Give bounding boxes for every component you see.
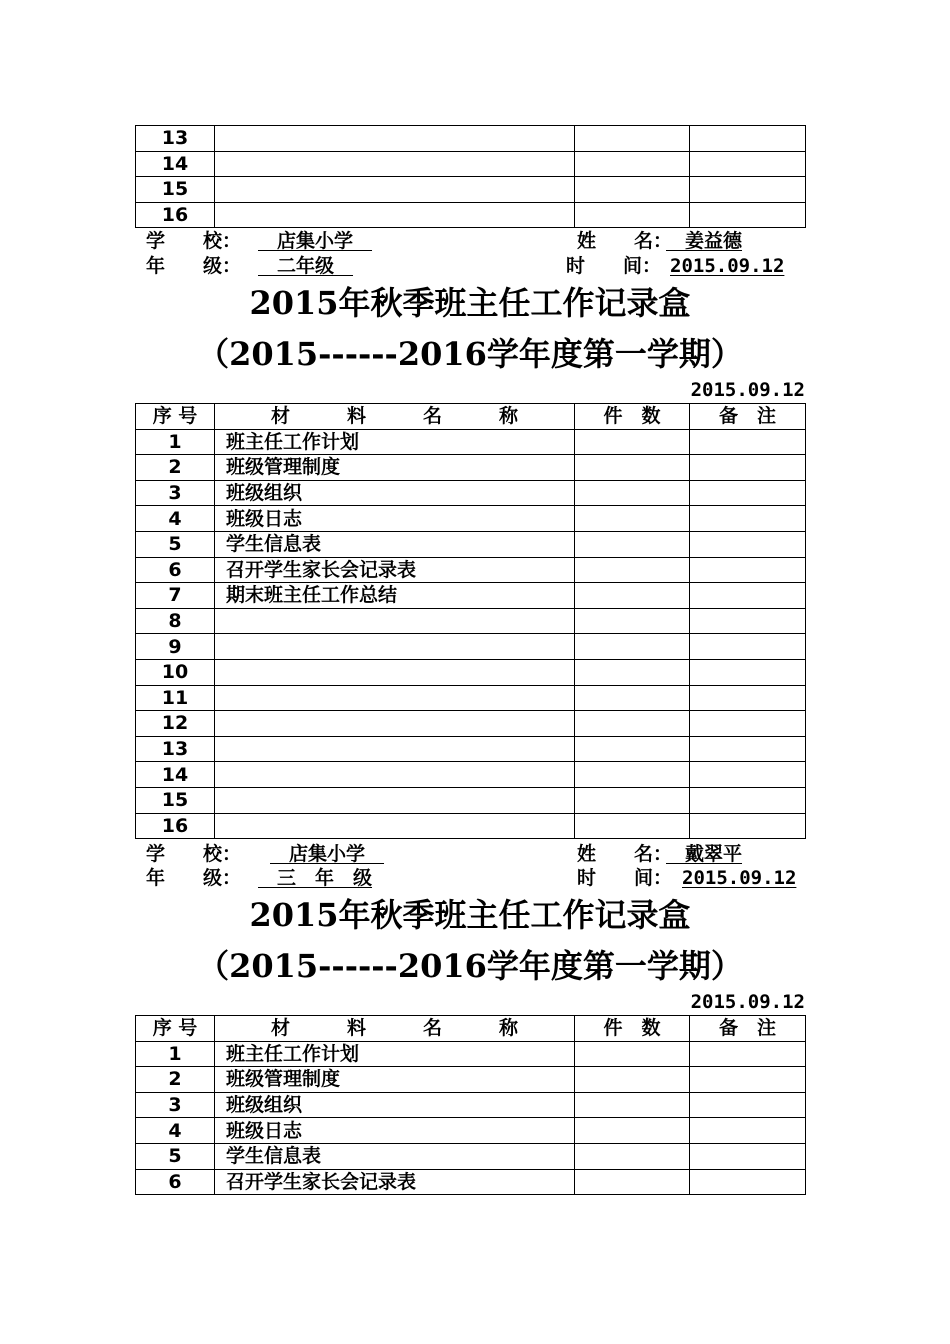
count-cell — [575, 202, 690, 228]
table-row — [136, 711, 806, 737]
row-number: 13 — [136, 736, 215, 762]
count-cell — [575, 480, 690, 506]
row-number: 16 — [136, 202, 215, 228]
material-name-cell: 班级组织 — [215, 480, 575, 506]
material-name-cell: 召开学生家长会记录表 — [215, 557, 575, 583]
table-row — [136, 126, 806, 152]
form2-materials-table — [135, 1015, 806, 1195]
form1-time-value: 2015.09.12 — [670, 255, 785, 277]
note-cell — [690, 455, 806, 481]
note-cell — [690, 1169, 806, 1195]
form1-grade-label: 年 级： — [146, 255, 242, 277]
form2-info-line-1 — [146, 842, 806, 866]
count-cell — [575, 126, 690, 152]
count-cell — [575, 608, 690, 634]
header-serial: 序 号 — [136, 1016, 215, 1042]
row-number: 3 — [136, 480, 215, 506]
material-name-cell — [215, 762, 575, 788]
count-cell — [575, 1118, 690, 1144]
form2-school-value: 店集小学 — [270, 843, 385, 865]
table-row — [136, 1092, 806, 1118]
row-number: 7 — [136, 583, 215, 609]
note-cell — [690, 531, 806, 557]
count-cell — [575, 736, 690, 762]
table-row — [136, 659, 806, 685]
material-name-cell: 班主任工作计划 — [215, 429, 575, 455]
note-cell — [690, 506, 806, 532]
material-name-cell — [215, 659, 575, 685]
material-name-cell: 班主任工作计划 — [215, 1041, 575, 1067]
row-number: 6 — [136, 1169, 215, 1195]
row-number: 2 — [136, 1067, 215, 1093]
material-name-cell: 班级日志 — [215, 1118, 575, 1144]
count-cell — [575, 1143, 690, 1169]
form2-title: 2015年秋季班主任工作记录盒 — [249, 896, 691, 934]
count-cell — [575, 151, 690, 177]
table-header-row — [136, 404, 806, 430]
table-row — [136, 480, 806, 506]
form1-info-line-1 — [146, 229, 806, 253]
count-cell — [575, 557, 690, 583]
form2-name-value: 戴翠平 — [666, 843, 743, 865]
count-cell — [575, 531, 690, 557]
header-note: 备 注 — [690, 1016, 806, 1042]
form2-name-label: 姓 名： — [577, 843, 673, 865]
count-cell — [575, 634, 690, 660]
count-cell — [575, 506, 690, 532]
form2-date: 2015.09.12 — [690, 991, 805, 1013]
note-cell — [690, 1041, 806, 1067]
count-cell — [575, 762, 690, 788]
form1-name-value: 姜益德 — [666, 230, 743, 252]
count-cell — [575, 1067, 690, 1093]
header-material-name: 材 料 名 称 — [215, 1016, 575, 1042]
table-row — [136, 151, 806, 177]
table-row — [136, 1041, 806, 1067]
table-row — [136, 813, 806, 839]
note-cell — [690, 480, 806, 506]
count-cell — [575, 177, 690, 203]
row-number: 14 — [136, 151, 215, 177]
material-name-cell: 班级管理制度 — [215, 1067, 575, 1093]
form1-time-label: 时 间： — [566, 255, 662, 277]
form1-date: 2015.09.12 — [690, 379, 805, 401]
header-count: 件 数 — [575, 1016, 690, 1042]
note-cell — [690, 126, 806, 152]
row-number: 6 — [136, 557, 215, 583]
row-number: 3 — [136, 1092, 215, 1118]
form2-grade-label: 年 级： — [146, 867, 242, 889]
material-name-cell — [215, 787, 575, 813]
row-number: 1 — [136, 1041, 215, 1067]
count-cell — [575, 1092, 690, 1118]
note-cell — [690, 787, 806, 813]
form2-info-line-2 — [146, 866, 806, 890]
note-cell — [690, 1118, 806, 1144]
row-number: 15 — [136, 787, 215, 813]
table-row — [136, 1169, 806, 1195]
table-row — [136, 762, 806, 788]
table-row — [136, 506, 806, 532]
count-cell — [575, 659, 690, 685]
header-note: 备 注 — [690, 404, 806, 430]
table-row — [136, 202, 806, 228]
table-row — [136, 557, 806, 583]
table-row — [136, 634, 806, 660]
material-name-cell — [215, 736, 575, 762]
form2-school-label: 学 校： — [146, 843, 242, 865]
material-name-cell — [215, 608, 575, 634]
note-cell — [690, 659, 806, 685]
header-material-name: 材 料 名 称 — [215, 404, 575, 430]
count-cell — [575, 455, 690, 481]
note-cell — [690, 557, 806, 583]
table-row — [136, 1118, 806, 1144]
count-cell — [575, 787, 690, 813]
note-cell — [690, 1067, 806, 1093]
material-name-cell: 班级组织 — [215, 1092, 575, 1118]
note-cell — [690, 608, 806, 634]
material-name-cell — [215, 177, 575, 203]
count-cell — [575, 1041, 690, 1067]
form1-grade-value: 二年级 — [258, 255, 354, 277]
table-row — [136, 177, 806, 203]
note-cell — [690, 685, 806, 711]
note-cell — [690, 1092, 806, 1118]
table-row — [136, 608, 806, 634]
row-number: 8 — [136, 608, 215, 634]
note-cell — [690, 177, 806, 203]
material-name-cell — [215, 126, 575, 152]
note-cell — [690, 151, 806, 177]
form1-materials-table — [135, 403, 806, 839]
row-number: 4 — [136, 506, 215, 532]
note-cell — [690, 762, 806, 788]
table-row — [136, 455, 806, 481]
row-number: 15 — [136, 177, 215, 203]
material-name-cell: 班级日志 — [215, 506, 575, 532]
count-cell — [575, 711, 690, 737]
material-name-cell — [215, 202, 575, 228]
row-number: 9 — [136, 634, 215, 660]
form1-subtitle: （2015------2016学年度第一学期） — [197, 335, 743, 373]
material-name-cell — [215, 634, 575, 660]
form1-title: 2015年秋季班主任工作记录盒 — [249, 284, 691, 322]
form2-subtitle: （2015------2016学年度第一学期） — [197, 947, 743, 985]
table-row — [136, 531, 806, 557]
row-number: 4 — [136, 1118, 215, 1144]
material-name-cell: 学生信息表 — [215, 531, 575, 557]
table-header-row — [136, 1016, 806, 1042]
form2-grade-value: 三 年 级 — [258, 867, 373, 889]
form1-school-value: 店集小学 — [258, 230, 373, 252]
material-name-cell: 班级管理制度 — [215, 455, 575, 481]
row-number: 1 — [136, 429, 215, 455]
row-number: 12 — [136, 711, 215, 737]
note-cell — [690, 583, 806, 609]
count-cell — [575, 429, 690, 455]
form2-time-label: 时 间： — [577, 867, 673, 889]
material-name-cell: 期末班主任工作总结 — [215, 583, 575, 609]
note-cell — [690, 202, 806, 228]
count-cell — [575, 583, 690, 609]
row-number: 14 — [136, 762, 215, 788]
row-number: 13 — [136, 126, 215, 152]
note-cell — [690, 711, 806, 737]
header-serial: 序 号 — [136, 404, 215, 430]
form1-name-label: 姓 名： — [577, 230, 673, 252]
header-count: 件 数 — [575, 404, 690, 430]
note-cell — [690, 429, 806, 455]
table-row — [136, 685, 806, 711]
table-row — [136, 429, 806, 455]
material-name-cell: 学生信息表 — [215, 1143, 575, 1169]
form2-time-value: 2015.09.12 — [682, 867, 797, 889]
row-number: 10 — [136, 659, 215, 685]
count-cell — [575, 1169, 690, 1195]
note-cell — [690, 1143, 806, 1169]
note-cell — [690, 634, 806, 660]
material-name-cell — [215, 151, 575, 177]
row-number: 11 — [136, 685, 215, 711]
row-number: 5 — [136, 531, 215, 557]
count-cell — [575, 685, 690, 711]
row-number: 2 — [136, 455, 215, 481]
form1-school-label: 学 校： — [146, 230, 242, 252]
row-number: 5 — [136, 1143, 215, 1169]
table-row — [136, 1143, 806, 1169]
note-cell — [690, 736, 806, 762]
count-cell — [575, 813, 690, 839]
table-row — [136, 736, 806, 762]
table-row — [136, 583, 806, 609]
form1-info-line-2 — [146, 254, 806, 278]
table-row — [136, 787, 806, 813]
material-name-cell — [215, 685, 575, 711]
material-name-cell: 召开学生家长会记录表 — [215, 1169, 575, 1195]
material-name-cell — [215, 711, 575, 737]
material-name-cell — [215, 813, 575, 839]
top-table-fragment — [135, 125, 806, 228]
note-cell — [690, 813, 806, 839]
table-row — [136, 1067, 806, 1093]
row-number: 16 — [136, 813, 215, 839]
